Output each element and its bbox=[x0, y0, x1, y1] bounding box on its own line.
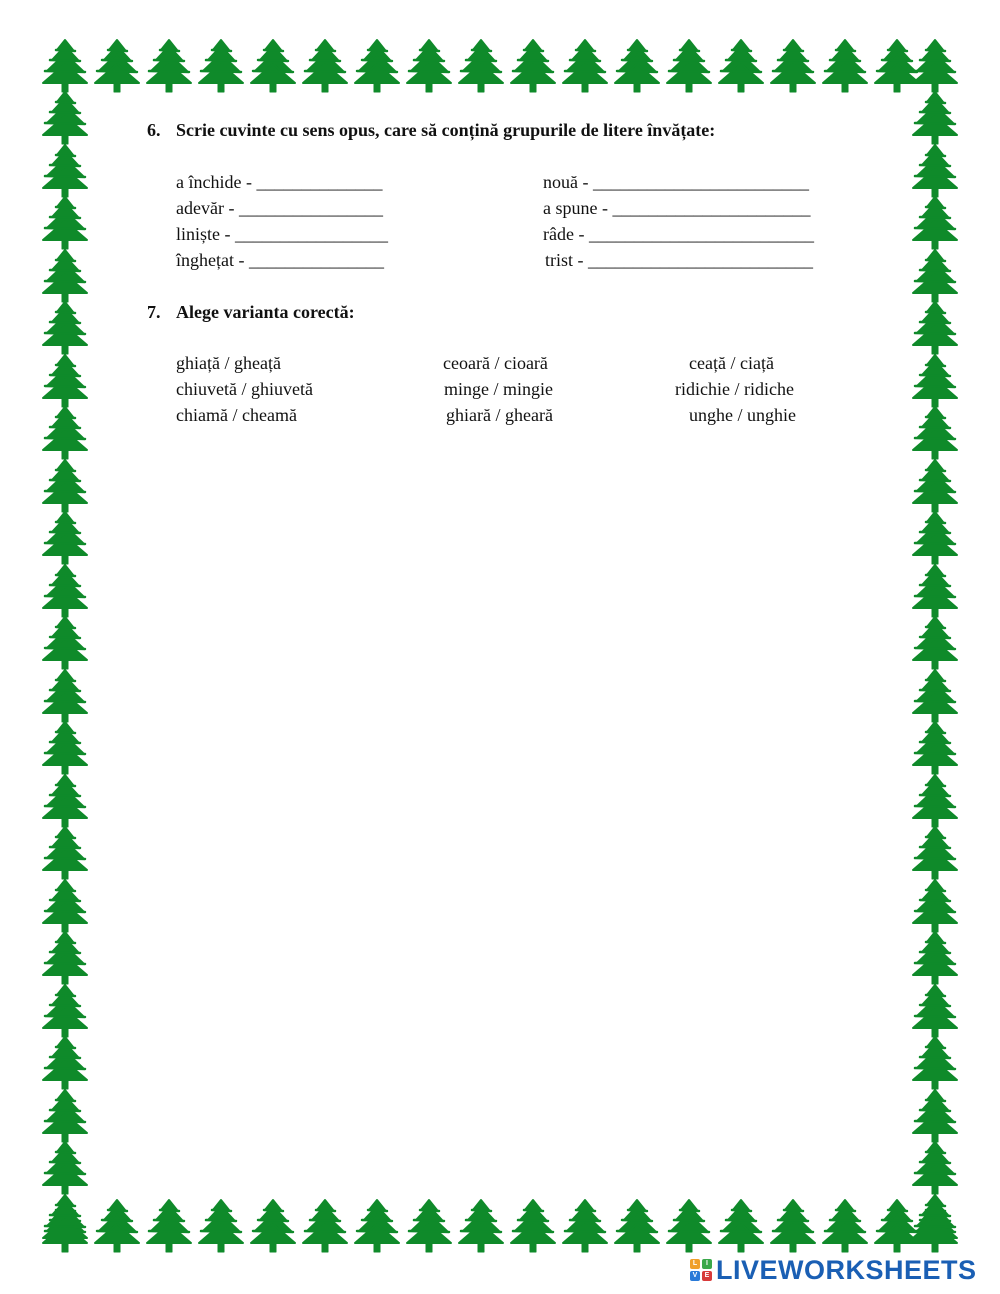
pine-tree-icon bbox=[40, 773, 90, 829]
pine-tree-icon bbox=[40, 195, 90, 251]
logo-tile: L bbox=[690, 1259, 700, 1269]
pine-tree-icon bbox=[404, 1198, 454, 1254]
exercise-6-number: 6. bbox=[147, 120, 161, 140]
pine-tree-icon bbox=[40, 1088, 90, 1144]
pine-tree-icon bbox=[872, 38, 922, 94]
pine-tree-icon bbox=[910, 1140, 960, 1196]
pine-tree-icon bbox=[716, 38, 766, 94]
antonym-item-left-3: liniște - _________________ bbox=[176, 224, 388, 244]
pine-tree-icon bbox=[352, 38, 402, 94]
choice-item: ridichie / ridiche bbox=[675, 379, 794, 399]
pine-tree-icon bbox=[910, 405, 960, 461]
pine-tree-icon bbox=[40, 353, 90, 409]
pine-tree-icon bbox=[40, 405, 90, 461]
pine-tree-icon bbox=[40, 248, 90, 304]
antonym-item-left-4: înghețat - _______________ bbox=[176, 250, 384, 270]
pine-tree-icon bbox=[352, 1198, 402, 1254]
pine-tree-icon bbox=[910, 143, 960, 199]
choice-item: ceață / ciață bbox=[689, 353, 774, 373]
pine-tree-icon bbox=[910, 668, 960, 724]
exercise-7-number: 7. bbox=[147, 302, 161, 322]
pine-tree-icon bbox=[40, 563, 90, 619]
pine-tree-icon bbox=[40, 930, 90, 986]
choice-item: unghe / unghie bbox=[689, 405, 796, 425]
choice-item: ghiață / gheață bbox=[176, 353, 281, 373]
logo-tile: V bbox=[690, 1271, 700, 1281]
pine-tree-icon bbox=[910, 563, 960, 619]
pine-tree-icon bbox=[40, 615, 90, 671]
pine-tree-icon bbox=[910, 1198, 960, 1254]
exercise-7-title: Alege varianta corectă: bbox=[176, 302, 355, 322]
exercise-6-title: Scrie cuvinte cu sens opus, care să conțină grupurile de litere învățate: bbox=[176, 120, 716, 140]
pine-tree-icon bbox=[92, 38, 142, 94]
choice-item: chiuvetă / ghiuvetă bbox=[176, 379, 313, 399]
pine-tree-icon bbox=[40, 983, 90, 1039]
pine-tree-icon bbox=[560, 38, 610, 94]
pine-tree-icon bbox=[664, 1198, 714, 1254]
pine-tree-icon bbox=[910, 90, 960, 146]
pine-tree-icon bbox=[248, 1198, 298, 1254]
pine-tree-icon bbox=[40, 720, 90, 776]
pine-tree-icon bbox=[40, 458, 90, 514]
brand-name: LIVEWORKSHEETS bbox=[716, 1254, 977, 1285]
logo-tile: I bbox=[702, 1259, 712, 1269]
pine-tree-icon bbox=[300, 38, 350, 94]
choice-item: ceoară / cioară bbox=[443, 353, 548, 373]
pine-tree-icon bbox=[910, 300, 960, 356]
pine-tree-icon bbox=[716, 1198, 766, 1254]
pine-tree-icon bbox=[910, 825, 960, 881]
antonym-item-left-2: adevăr - ________________ bbox=[176, 198, 383, 218]
choice-item: chiamă / cheamă bbox=[176, 405, 297, 425]
antonym-item-right-2: a spune - ______________________ bbox=[543, 198, 811, 218]
antonym-item-right-4: trist - _________________________ bbox=[545, 250, 813, 270]
pine-tree-icon bbox=[92, 1198, 142, 1254]
pine-tree-icon bbox=[508, 38, 558, 94]
pine-tree-icon bbox=[664, 38, 714, 94]
pine-tree-icon bbox=[196, 38, 246, 94]
pine-tree-icon bbox=[196, 1198, 246, 1254]
pine-tree-icon bbox=[456, 38, 506, 94]
pine-tree-icon bbox=[40, 878, 90, 934]
pine-tree-icon bbox=[872, 1198, 922, 1254]
pine-tree-icon bbox=[820, 38, 870, 94]
pine-tree-icon bbox=[612, 38, 662, 94]
pine-tree-icon bbox=[300, 1198, 350, 1254]
pine-tree-icon bbox=[910, 458, 960, 514]
pine-tree-icon bbox=[910, 248, 960, 304]
pine-tree-icon bbox=[910, 720, 960, 776]
pine-tree-icon bbox=[40, 1140, 90, 1196]
pine-tree-icon bbox=[40, 38, 90, 94]
antonym-item-right-3: râde - _________________________ bbox=[543, 224, 814, 244]
pine-tree-icon bbox=[910, 930, 960, 986]
pine-tree-icon bbox=[910, 353, 960, 409]
pine-tree-icon bbox=[910, 1035, 960, 1091]
exercise-6-heading bbox=[147, 120, 715, 141]
pine-tree-icon bbox=[768, 1198, 818, 1254]
pine-tree-icon bbox=[910, 878, 960, 934]
choice-item: minge / mingie bbox=[444, 379, 553, 399]
pine-tree-icon bbox=[612, 1198, 662, 1254]
pine-tree-icon bbox=[508, 1198, 558, 1254]
pine-tree-icon bbox=[404, 38, 454, 94]
pine-tree-icon bbox=[560, 1198, 610, 1254]
pine-tree-icon bbox=[40, 143, 90, 199]
pine-tree-icon bbox=[40, 300, 90, 356]
pine-tree-icon bbox=[910, 1193, 960, 1249]
pine-tree-icon bbox=[40, 510, 90, 566]
pine-tree-icon bbox=[910, 38, 960, 94]
logo-tile: E bbox=[702, 1271, 712, 1281]
liveworksheets-logo[interactable] bbox=[690, 1254, 977, 1286]
pine-tree-icon bbox=[40, 90, 90, 146]
pine-tree-icon bbox=[40, 1193, 90, 1249]
pine-tree-icon bbox=[910, 773, 960, 829]
pine-tree-icon bbox=[910, 1088, 960, 1144]
pine-tree-icon bbox=[40, 825, 90, 881]
pine-tree-icon bbox=[768, 38, 818, 94]
pine-tree-icon bbox=[820, 1198, 870, 1254]
pine-tree-icon bbox=[910, 510, 960, 566]
antonym-item-right-1: nouă - ________________________ bbox=[543, 172, 809, 192]
pine-tree-icon bbox=[40, 668, 90, 724]
pine-tree-icon bbox=[144, 38, 194, 94]
liveworksheets-mark-icon bbox=[690, 1259, 712, 1281]
pine-tree-icon bbox=[456, 1198, 506, 1254]
pine-tree-icon bbox=[248, 38, 298, 94]
antonym-item-left-1: a închide - ______________ bbox=[176, 172, 383, 192]
pine-tree-icon bbox=[144, 1198, 194, 1254]
pine-tree-icon bbox=[910, 195, 960, 251]
exercise-7-heading bbox=[147, 302, 355, 323]
pine-tree-icon bbox=[910, 615, 960, 671]
choice-item: ghiară / gheară bbox=[446, 405, 553, 425]
pine-tree-icon bbox=[40, 1198, 90, 1254]
pine-tree-icon bbox=[40, 1035, 90, 1091]
pine-tree-icon bbox=[910, 983, 960, 1039]
